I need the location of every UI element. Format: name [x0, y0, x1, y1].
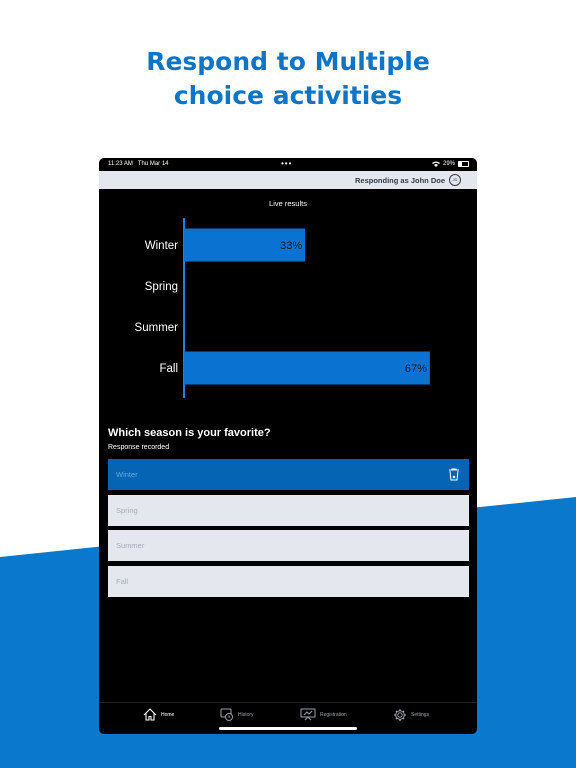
- option-spring[interactable]: [108, 495, 469, 526]
- battery-percent: 29%: [442, 161, 455, 167]
- headline-line-2: choice activities: [173, 81, 403, 110]
- option-winter[interactable]: [108, 459, 469, 490]
- headline-line-1: Respond to Multiple: [146, 47, 430, 76]
- registration-icon: [300, 708, 316, 721]
- chart-title: Live results: [269, 199, 307, 208]
- headline: [0, 45, 576, 113]
- gear-icon: [393, 708, 407, 722]
- tab-label: Home: [161, 711, 175, 718]
- tab-history[interactable]: [220, 708, 254, 721]
- category-label: Spring: [144, 281, 178, 293]
- live-results-chart: [99, 158, 477, 398]
- answer-options: [108, 459, 469, 601]
- option-fall[interactable]: [108, 566, 469, 597]
- category-label: Fall: [159, 363, 178, 375]
- avatar[interactable]: JD: [449, 174, 461, 186]
- clear-response-icon[interactable]: [448, 468, 460, 481]
- question-text: Which season is your favorite?: [108, 427, 271, 439]
- tablet-screen: [99, 158, 477, 734]
- tab-label: Settings: [411, 712, 430, 718]
- tab-registration[interactable]: [300, 708, 347, 721]
- status-time: 11:23 AM Thu Mar 14: [108, 161, 169, 167]
- option-label: Winter: [116, 470, 138, 479]
- tab-settings[interactable]: [393, 708, 429, 722]
- tab-label: Registration: [320, 711, 347, 718]
- home-indicator: [219, 727, 357, 730]
- option-summer[interactable]: [108, 530, 469, 561]
- bar-fall: [184, 352, 430, 385]
- option-label: Fall: [116, 576, 129, 586]
- category-label: Winter: [144, 240, 178, 252]
- multitask-dots[interactable]: •••: [281, 159, 293, 168]
- option-label: Spring: [116, 505, 138, 515]
- data-label: 67%: [404, 363, 427, 375]
- history-icon: [220, 708, 234, 721]
- response-status: Response recorded: [108, 444, 170, 451]
- tab-home[interactable]: [143, 708, 174, 721]
- responding-as-label: Responding as John Doe: [354, 176, 445, 185]
- tab-label: History: [238, 711, 254, 718]
- option-label: Summer: [116, 541, 145, 550]
- data-label: 33%: [280, 240, 303, 252]
- home-icon: [143, 708, 157, 721]
- category-label: Summer: [134, 322, 178, 334]
